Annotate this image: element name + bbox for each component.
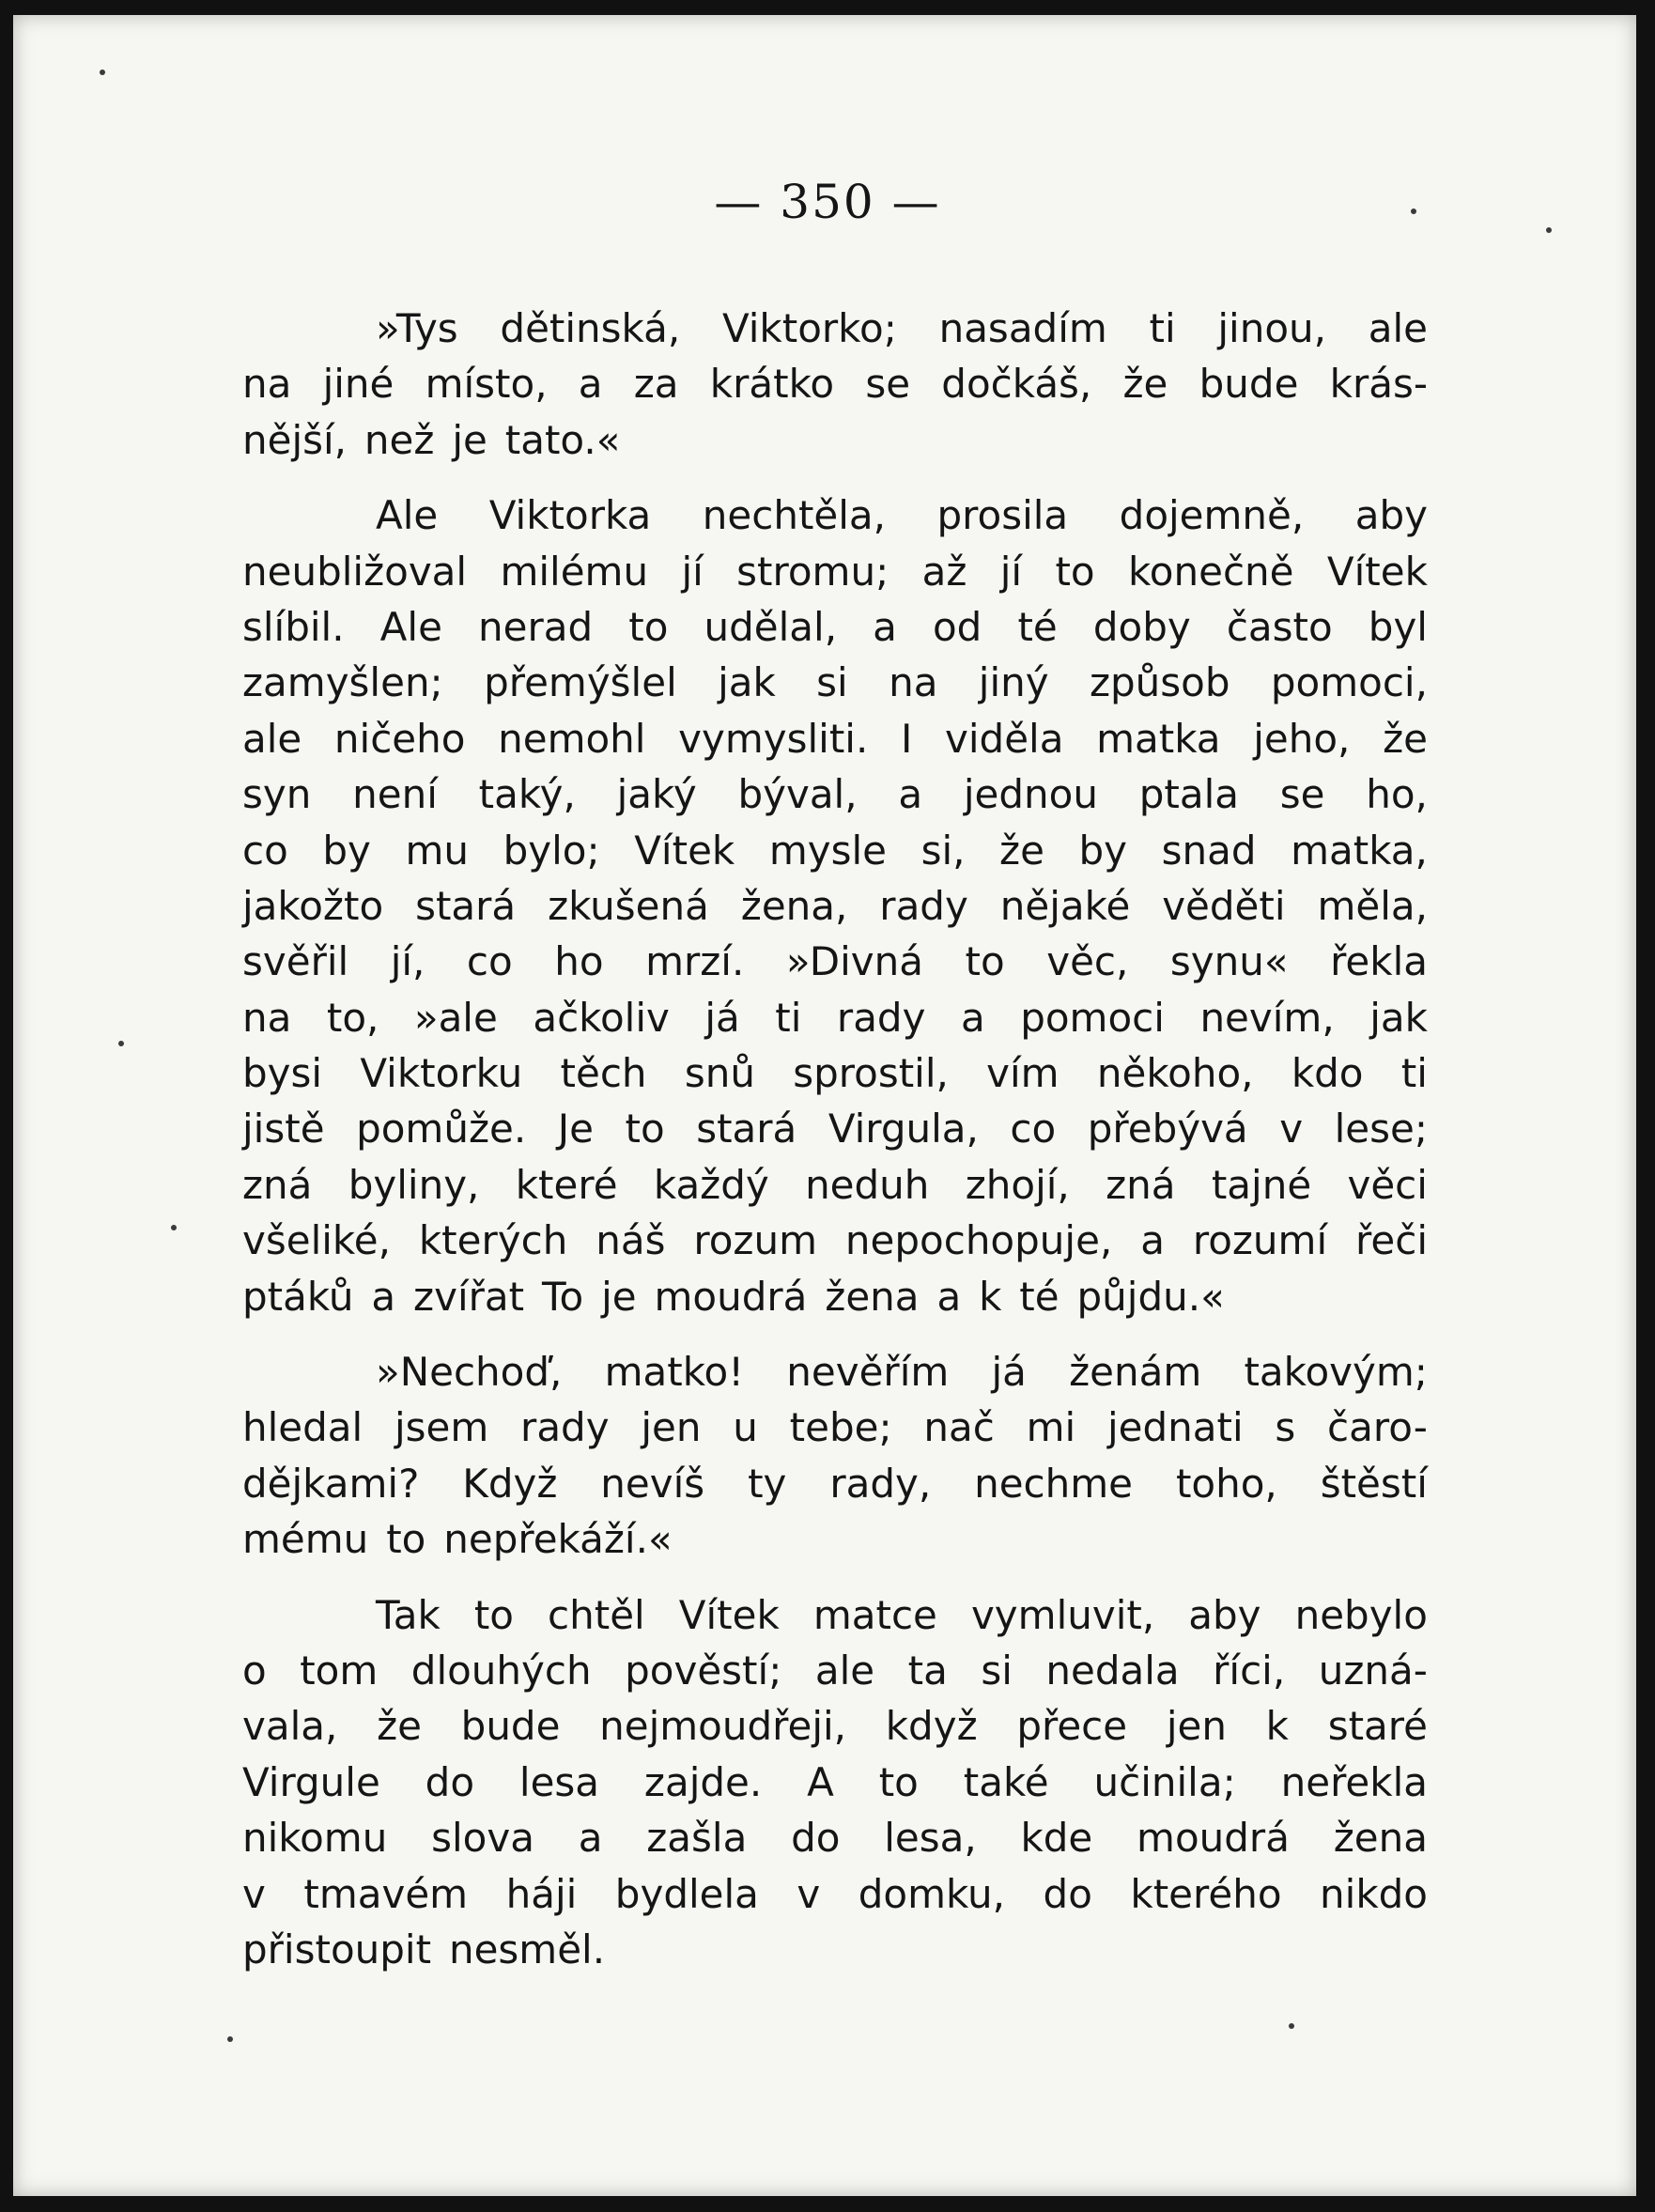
word: to xyxy=(625,1106,665,1152)
word: chtěl xyxy=(548,1591,645,1638)
word: hledal xyxy=(242,1404,363,1451)
word: přemýšlel xyxy=(484,659,677,706)
word: si, xyxy=(920,827,966,874)
word: jen xyxy=(641,1404,702,1451)
word: ptáků xyxy=(242,1273,354,1320)
word: o xyxy=(242,1647,267,1694)
word: jeho, xyxy=(1253,715,1351,762)
word: vymysliti. xyxy=(678,715,869,762)
word: tebe; xyxy=(789,1404,892,1451)
word: tmavém xyxy=(303,1870,469,1917)
word: ačkoliv xyxy=(533,994,670,1041)
word: moudrá xyxy=(1137,1815,1290,1862)
word: nemohl xyxy=(498,715,646,762)
word: jak xyxy=(1369,994,1428,1041)
word: ho xyxy=(554,938,604,985)
word: krás- xyxy=(1329,361,1428,408)
word: na xyxy=(889,659,938,706)
word: rozum xyxy=(693,1217,817,1264)
text-line xyxy=(242,1511,1428,1567)
word: způsob xyxy=(1089,659,1230,706)
text-line xyxy=(242,1922,1428,1977)
word: nevíš xyxy=(600,1460,705,1507)
word: u xyxy=(733,1404,758,1451)
word: rady xyxy=(836,994,926,1041)
word: kdo xyxy=(1291,1050,1364,1097)
word: tato.« xyxy=(504,416,621,463)
text-line xyxy=(242,1643,1428,1698)
word: Když xyxy=(462,1460,558,1507)
word: to xyxy=(628,603,669,650)
paragraph xyxy=(242,1344,1428,1568)
text-line xyxy=(242,1866,1428,1922)
word: ti xyxy=(1400,1050,1428,1097)
text-line xyxy=(242,711,1428,766)
word: dočkáš, xyxy=(941,361,1092,408)
word: byl xyxy=(1368,603,1428,650)
word: zná xyxy=(1106,1161,1176,1208)
word: často xyxy=(1226,603,1333,650)
word: prosila xyxy=(936,492,1069,539)
text-line xyxy=(242,1269,1428,1324)
text-line xyxy=(242,655,1428,710)
word: půjdu.« xyxy=(1076,1273,1225,1320)
word: zamyšlen; xyxy=(242,659,443,706)
text-line xyxy=(242,1400,1428,1455)
word: nesměl. xyxy=(448,1926,606,1972)
word: v xyxy=(1279,1106,1304,1152)
text-line xyxy=(242,1698,1428,1754)
text-line xyxy=(242,1213,1428,1268)
word: kterých xyxy=(418,1217,568,1264)
text-line xyxy=(242,1045,1428,1101)
word: náš xyxy=(595,1217,666,1264)
word: mrzí. xyxy=(645,938,745,985)
ink-speck xyxy=(171,1225,177,1230)
word: ale xyxy=(814,1647,875,1694)
word: co xyxy=(242,827,288,874)
word: dějkami? xyxy=(242,1460,420,1507)
word: místo, xyxy=(425,361,548,408)
word: všeliké, xyxy=(242,1217,391,1264)
word: nedala xyxy=(1045,1647,1180,1694)
word: krátko xyxy=(709,361,835,408)
word: jakožto xyxy=(242,882,384,929)
word: stará xyxy=(696,1106,797,1152)
word: vymluvit, xyxy=(970,1591,1155,1638)
text-line xyxy=(242,934,1428,989)
word: jí xyxy=(999,548,1023,595)
word: milému xyxy=(500,548,649,595)
word: nikdo xyxy=(1320,1870,1428,1917)
page-number: — 350 — xyxy=(714,175,941,229)
word: když xyxy=(885,1703,978,1750)
word: zkušená xyxy=(548,882,709,929)
word: staré xyxy=(1327,1703,1428,1750)
word: od xyxy=(932,603,982,650)
word: je xyxy=(452,416,487,463)
word: na xyxy=(242,994,292,1041)
word: matka xyxy=(1096,715,1221,762)
word: nač xyxy=(923,1404,995,1451)
word: stará xyxy=(415,882,517,929)
word: kde xyxy=(1020,1815,1093,1862)
paragraph xyxy=(242,487,1428,1324)
word: že xyxy=(377,1703,422,1750)
word: dlouhých xyxy=(410,1647,592,1694)
word: to xyxy=(1055,548,1095,595)
word: jak xyxy=(718,659,776,706)
word: a xyxy=(578,361,603,408)
text-line xyxy=(242,1101,1428,1156)
word: tom xyxy=(300,1647,379,1694)
word: synu« xyxy=(1169,938,1289,985)
word: snů xyxy=(684,1050,755,1097)
text-line xyxy=(242,599,1428,655)
ink-speck xyxy=(100,70,105,75)
word: do xyxy=(425,1758,475,1805)
word: ho, xyxy=(1366,771,1428,818)
text-line xyxy=(242,356,1428,411)
word: snad xyxy=(1161,827,1257,874)
word: a xyxy=(1140,1217,1165,1264)
word: neduh xyxy=(805,1161,930,1208)
word: aby xyxy=(1188,1591,1261,1638)
word: které xyxy=(515,1161,618,1208)
word: nebylo xyxy=(1294,1591,1428,1638)
word: žena, xyxy=(740,882,848,929)
word: moudrá xyxy=(654,1273,808,1320)
word: jsem xyxy=(394,1404,489,1451)
word: já xyxy=(704,994,740,1041)
word: někoho, xyxy=(1096,1050,1254,1097)
word: syn xyxy=(242,771,312,818)
word: »ale xyxy=(413,994,498,1041)
text-line xyxy=(242,1157,1428,1213)
word: dojemně, xyxy=(1119,492,1305,539)
word: nechme xyxy=(974,1460,1134,1507)
word: zná xyxy=(242,1161,313,1208)
word: že xyxy=(1383,715,1428,762)
word: doby xyxy=(1092,603,1191,650)
word: Viktorko; xyxy=(721,305,897,351)
word: lese; xyxy=(1334,1106,1428,1152)
word: kterého xyxy=(1130,1870,1282,1917)
word: A xyxy=(807,1758,834,1805)
word: Vítek xyxy=(678,1591,780,1638)
word: to xyxy=(878,1758,919,1805)
word: bude xyxy=(1199,361,1299,408)
word: nevím, xyxy=(1199,994,1335,1041)
word: jistě xyxy=(242,1106,325,1152)
word: pomoci xyxy=(1020,994,1165,1041)
word: na xyxy=(242,361,292,408)
word: věc, xyxy=(1046,938,1129,985)
word: nechtěla, xyxy=(702,492,887,539)
word: ty xyxy=(748,1460,787,1507)
word: že xyxy=(999,827,1044,874)
word: věděti xyxy=(1162,882,1286,929)
word: nější, xyxy=(242,416,348,463)
word: v xyxy=(242,1870,266,1917)
word: rady, xyxy=(829,1460,932,1507)
word: a xyxy=(960,994,985,1041)
word: slova xyxy=(431,1815,534,1862)
text-line xyxy=(242,544,1428,599)
text-line xyxy=(242,487,1428,543)
paragraph xyxy=(242,1587,1428,1978)
word: těch xyxy=(560,1050,647,1097)
word: co xyxy=(466,938,513,985)
word: já xyxy=(991,1349,1027,1396)
word: si xyxy=(981,1647,1013,1694)
word: jinou, xyxy=(1217,305,1326,351)
word: měla, xyxy=(1317,882,1428,929)
word: se xyxy=(1279,771,1325,818)
word: bydlela xyxy=(614,1870,759,1917)
word: vím xyxy=(986,1050,1060,1097)
word: matko! xyxy=(604,1349,745,1396)
word: učinila; xyxy=(1093,1758,1236,1805)
word: aby xyxy=(1354,492,1428,539)
word: toho, xyxy=(1175,1460,1277,1507)
word: ta xyxy=(907,1647,948,1694)
word: To xyxy=(541,1273,584,1320)
word: také xyxy=(963,1758,1049,1805)
ink-speck xyxy=(118,1041,124,1046)
word: že xyxy=(1122,361,1168,408)
word: v xyxy=(797,1870,821,1917)
word: až xyxy=(921,548,967,595)
word: konečně xyxy=(1127,548,1294,595)
text-line xyxy=(242,1344,1428,1400)
word: a xyxy=(936,1273,962,1320)
text-line xyxy=(242,1755,1428,1810)
word: matka, xyxy=(1291,827,1428,874)
word: zvířat xyxy=(413,1273,525,1320)
word: jednati xyxy=(1106,1404,1244,1451)
word: a xyxy=(371,1273,396,1320)
word: nějaké xyxy=(999,882,1131,929)
word: Virgula, xyxy=(828,1106,979,1152)
word: I xyxy=(900,715,913,762)
word: to, xyxy=(326,994,379,1041)
word: jiný xyxy=(978,659,1049,706)
word: Ale xyxy=(376,492,439,539)
word: nepochopuje, xyxy=(844,1217,1113,1264)
word: Viktorka xyxy=(488,492,652,539)
word: to xyxy=(965,938,1005,985)
word: Vítek xyxy=(1326,548,1428,595)
word: k xyxy=(1265,1703,1289,1750)
word: mému xyxy=(242,1516,369,1563)
word: Vítek xyxy=(634,827,735,874)
word: dětinská, xyxy=(500,305,681,351)
word: matce xyxy=(812,1591,937,1638)
word: Ale xyxy=(379,603,442,650)
text-line xyxy=(242,1810,1428,1865)
word: háji xyxy=(505,1870,578,1917)
word: řeči xyxy=(1355,1217,1428,1264)
word: a xyxy=(898,771,923,818)
word: slíbil. xyxy=(242,603,345,650)
text-line xyxy=(242,1587,1428,1643)
word: řekla xyxy=(1330,938,1428,985)
word: to xyxy=(386,1516,426,1563)
word: mysle xyxy=(768,827,887,874)
word: ptala xyxy=(1138,771,1239,818)
word: zajde. xyxy=(643,1758,763,1805)
word: a xyxy=(873,603,897,650)
word: jednou xyxy=(963,771,1098,818)
word: každý xyxy=(653,1161,769,1208)
word: viděla xyxy=(945,715,1064,762)
word: čaro- xyxy=(1327,1404,1428,1451)
word: a xyxy=(578,1815,603,1862)
word: přistoupit xyxy=(242,1926,432,1972)
word: nevěřím xyxy=(786,1349,950,1396)
word: nikomu xyxy=(242,1815,388,1862)
word: jí xyxy=(681,548,704,595)
word: než xyxy=(363,416,435,463)
word: mu xyxy=(405,827,470,874)
word: jiné xyxy=(322,361,394,408)
word: zašla xyxy=(646,1815,748,1862)
word: té xyxy=(1017,603,1058,650)
word: k xyxy=(979,1273,1002,1320)
word: lesa xyxy=(518,1758,600,1805)
word: přece xyxy=(1016,1703,1128,1750)
word: ti xyxy=(1149,305,1176,351)
word: s xyxy=(1275,1404,1296,1451)
text-line xyxy=(242,1456,1428,1511)
word: domku, xyxy=(858,1870,1006,1917)
word: udělal, xyxy=(704,603,838,650)
word: stromu; xyxy=(736,548,889,595)
word: štěstí xyxy=(1320,1460,1428,1507)
word: takovým; xyxy=(1244,1349,1428,1396)
text-line xyxy=(242,301,1428,356)
word: sprostil, xyxy=(793,1050,949,1097)
word: Je xyxy=(557,1106,594,1152)
word: si xyxy=(816,659,848,706)
word: žena xyxy=(1333,1815,1428,1862)
word: jaký xyxy=(616,771,697,818)
word: ti xyxy=(775,994,802,1041)
word: to xyxy=(473,1591,514,1638)
word: neřekla xyxy=(1280,1758,1428,1805)
body-text xyxy=(242,301,1428,1997)
word: pomoci, xyxy=(1270,659,1428,706)
word: rozumí xyxy=(1192,1217,1328,1264)
paragraph xyxy=(242,301,1428,468)
word: neubližoval xyxy=(242,548,468,595)
word: rady xyxy=(879,882,968,929)
word: ženám xyxy=(1069,1349,1202,1396)
word: té xyxy=(1019,1273,1060,1320)
word: nerad xyxy=(478,603,594,650)
word: jí, xyxy=(390,938,425,985)
word: vala, xyxy=(242,1703,338,1750)
word: taký, xyxy=(478,771,576,818)
word: býval, xyxy=(737,771,858,818)
word: přebývá xyxy=(1087,1106,1248,1152)
word: »Tys xyxy=(376,305,458,351)
word: ale xyxy=(242,715,302,762)
word: ale xyxy=(1368,305,1428,351)
word: se xyxy=(865,361,911,408)
word: je xyxy=(601,1273,637,1320)
word: Tak xyxy=(376,1591,441,1638)
word: co xyxy=(1010,1106,1057,1152)
text-line xyxy=(242,412,1428,468)
word: pověstí; xyxy=(625,1647,782,1694)
word: ničeho xyxy=(333,715,466,762)
word: Viktorku xyxy=(360,1050,523,1097)
word: svěřil xyxy=(242,938,349,985)
word: rady xyxy=(520,1404,610,1451)
text-line xyxy=(242,878,1428,934)
word: nepřekáží.« xyxy=(443,1516,673,1563)
word: Virgule xyxy=(242,1758,380,1805)
text-line xyxy=(242,990,1428,1045)
word: za xyxy=(633,361,679,408)
word: by xyxy=(1078,827,1128,874)
word: žena xyxy=(825,1273,920,1320)
word: mi xyxy=(1026,1404,1076,1451)
word: lesa, xyxy=(884,1815,977,1862)
word: uzná- xyxy=(1318,1647,1428,1694)
word: jen xyxy=(1166,1703,1227,1750)
word: tajné xyxy=(1211,1161,1312,1208)
word: nejmoudřeji, xyxy=(599,1703,847,1750)
text-line xyxy=(242,823,1428,878)
word: byliny, xyxy=(348,1161,480,1208)
word: by xyxy=(322,827,371,874)
word: věci xyxy=(1347,1161,1428,1208)
word: bysi xyxy=(242,1050,323,1097)
text-line xyxy=(242,766,1428,822)
word: nasadím xyxy=(938,305,1107,351)
ink-speck xyxy=(1289,2023,1294,2029)
word: »Divná xyxy=(785,938,924,985)
word: »Nechoď, xyxy=(376,1349,563,1396)
word: pomůže. xyxy=(356,1106,527,1152)
ink-speck xyxy=(227,2036,233,2042)
word: zhojí, xyxy=(965,1161,1070,1208)
word: není xyxy=(352,771,438,818)
word: říci, xyxy=(1213,1647,1286,1694)
word: do xyxy=(791,1815,841,1862)
word: bylo; xyxy=(503,827,600,874)
word: bude xyxy=(460,1703,561,1750)
word: do xyxy=(1043,1870,1092,1917)
